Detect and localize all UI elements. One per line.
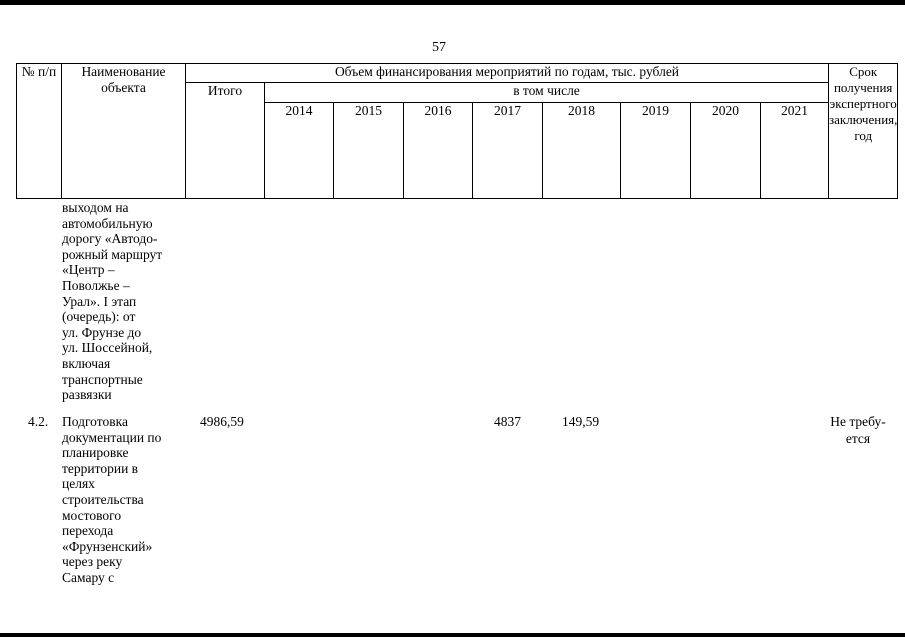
row-number: 4.2.: [28, 414, 49, 429]
text-line: (очередь): от: [62, 309, 136, 325]
text-line: Урал». I этап: [62, 293, 137, 309]
text-line: перехода: [62, 523, 114, 539]
text-line: дорогу «Автодо-: [62, 231, 158, 247]
header-year-2021: 2021: [761, 103, 829, 199]
text-line: выходом на: [62, 200, 129, 215]
text-line: включая: [62, 355, 111, 371]
deadline-value: Не требу-ется: [830, 414, 886, 446]
text-line: развязки: [62, 387, 112, 403]
value-2018: 149,59: [562, 414, 600, 429]
header-year-2018: 2018: [543, 103, 621, 199]
header-year-2020: 2020: [691, 103, 761, 199]
bottom-border-rule: [0, 633, 905, 637]
header-year-2019: 2019: [621, 103, 691, 199]
header-year-2015: 2015: [334, 103, 404, 199]
continuation-text: [62, 200, 184, 403]
header-deadline-cell: Срок получения экспертного заключения, год: [829, 64, 898, 199]
header-year-2017: 2017: [473, 103, 543, 199]
text-line: ул. Шоссейной,: [62, 340, 153, 356]
text-line: территории в: [62, 460, 139, 476]
header-number-cell: № п/п: [17, 64, 62, 199]
text-line: целях: [62, 476, 95, 492]
text-line: планировке: [62, 445, 129, 461]
top-border-rule: [0, 0, 905, 5]
header-name-cell: Наименование объекта: [62, 64, 186, 199]
funding-table-header: [16, 63, 898, 199]
header-total-cell: Итого: [186, 83, 265, 199]
text-line: Самару с: [62, 569, 115, 585]
text-line: мостового: [62, 507, 122, 523]
text-line: документации по: [62, 429, 162, 445]
text-line: Подготовка: [62, 414, 128, 429]
row-name-text: [62, 414, 184, 586]
header-funding-group: Объем финансирования мероприятий по годам, тыс. рублей: [186, 64, 829, 83]
header-including-cell: в том числе: [265, 83, 829, 103]
text-line: ул. Фрунзе до: [62, 324, 142, 340]
text-line: «Центр –: [62, 262, 115, 278]
text-line: рожный маршрут: [62, 246, 163, 262]
text-line: через реку: [62, 554, 123, 570]
header-year-2016: 2016: [404, 103, 473, 199]
header-year-2014: 2014: [265, 103, 334, 199]
total-value: 4986,59: [200, 414, 244, 429]
text-line: «Фрунзенский»: [62, 538, 153, 554]
text-line: автомобильную: [62, 215, 153, 231]
text-line: транспортные: [62, 371, 143, 387]
value-2017: 4837: [494, 414, 521, 429]
page-number: 57: [432, 40, 446, 55]
text-line: строительства: [62, 491, 144, 507]
text-line: Поволжье –: [62, 277, 130, 293]
